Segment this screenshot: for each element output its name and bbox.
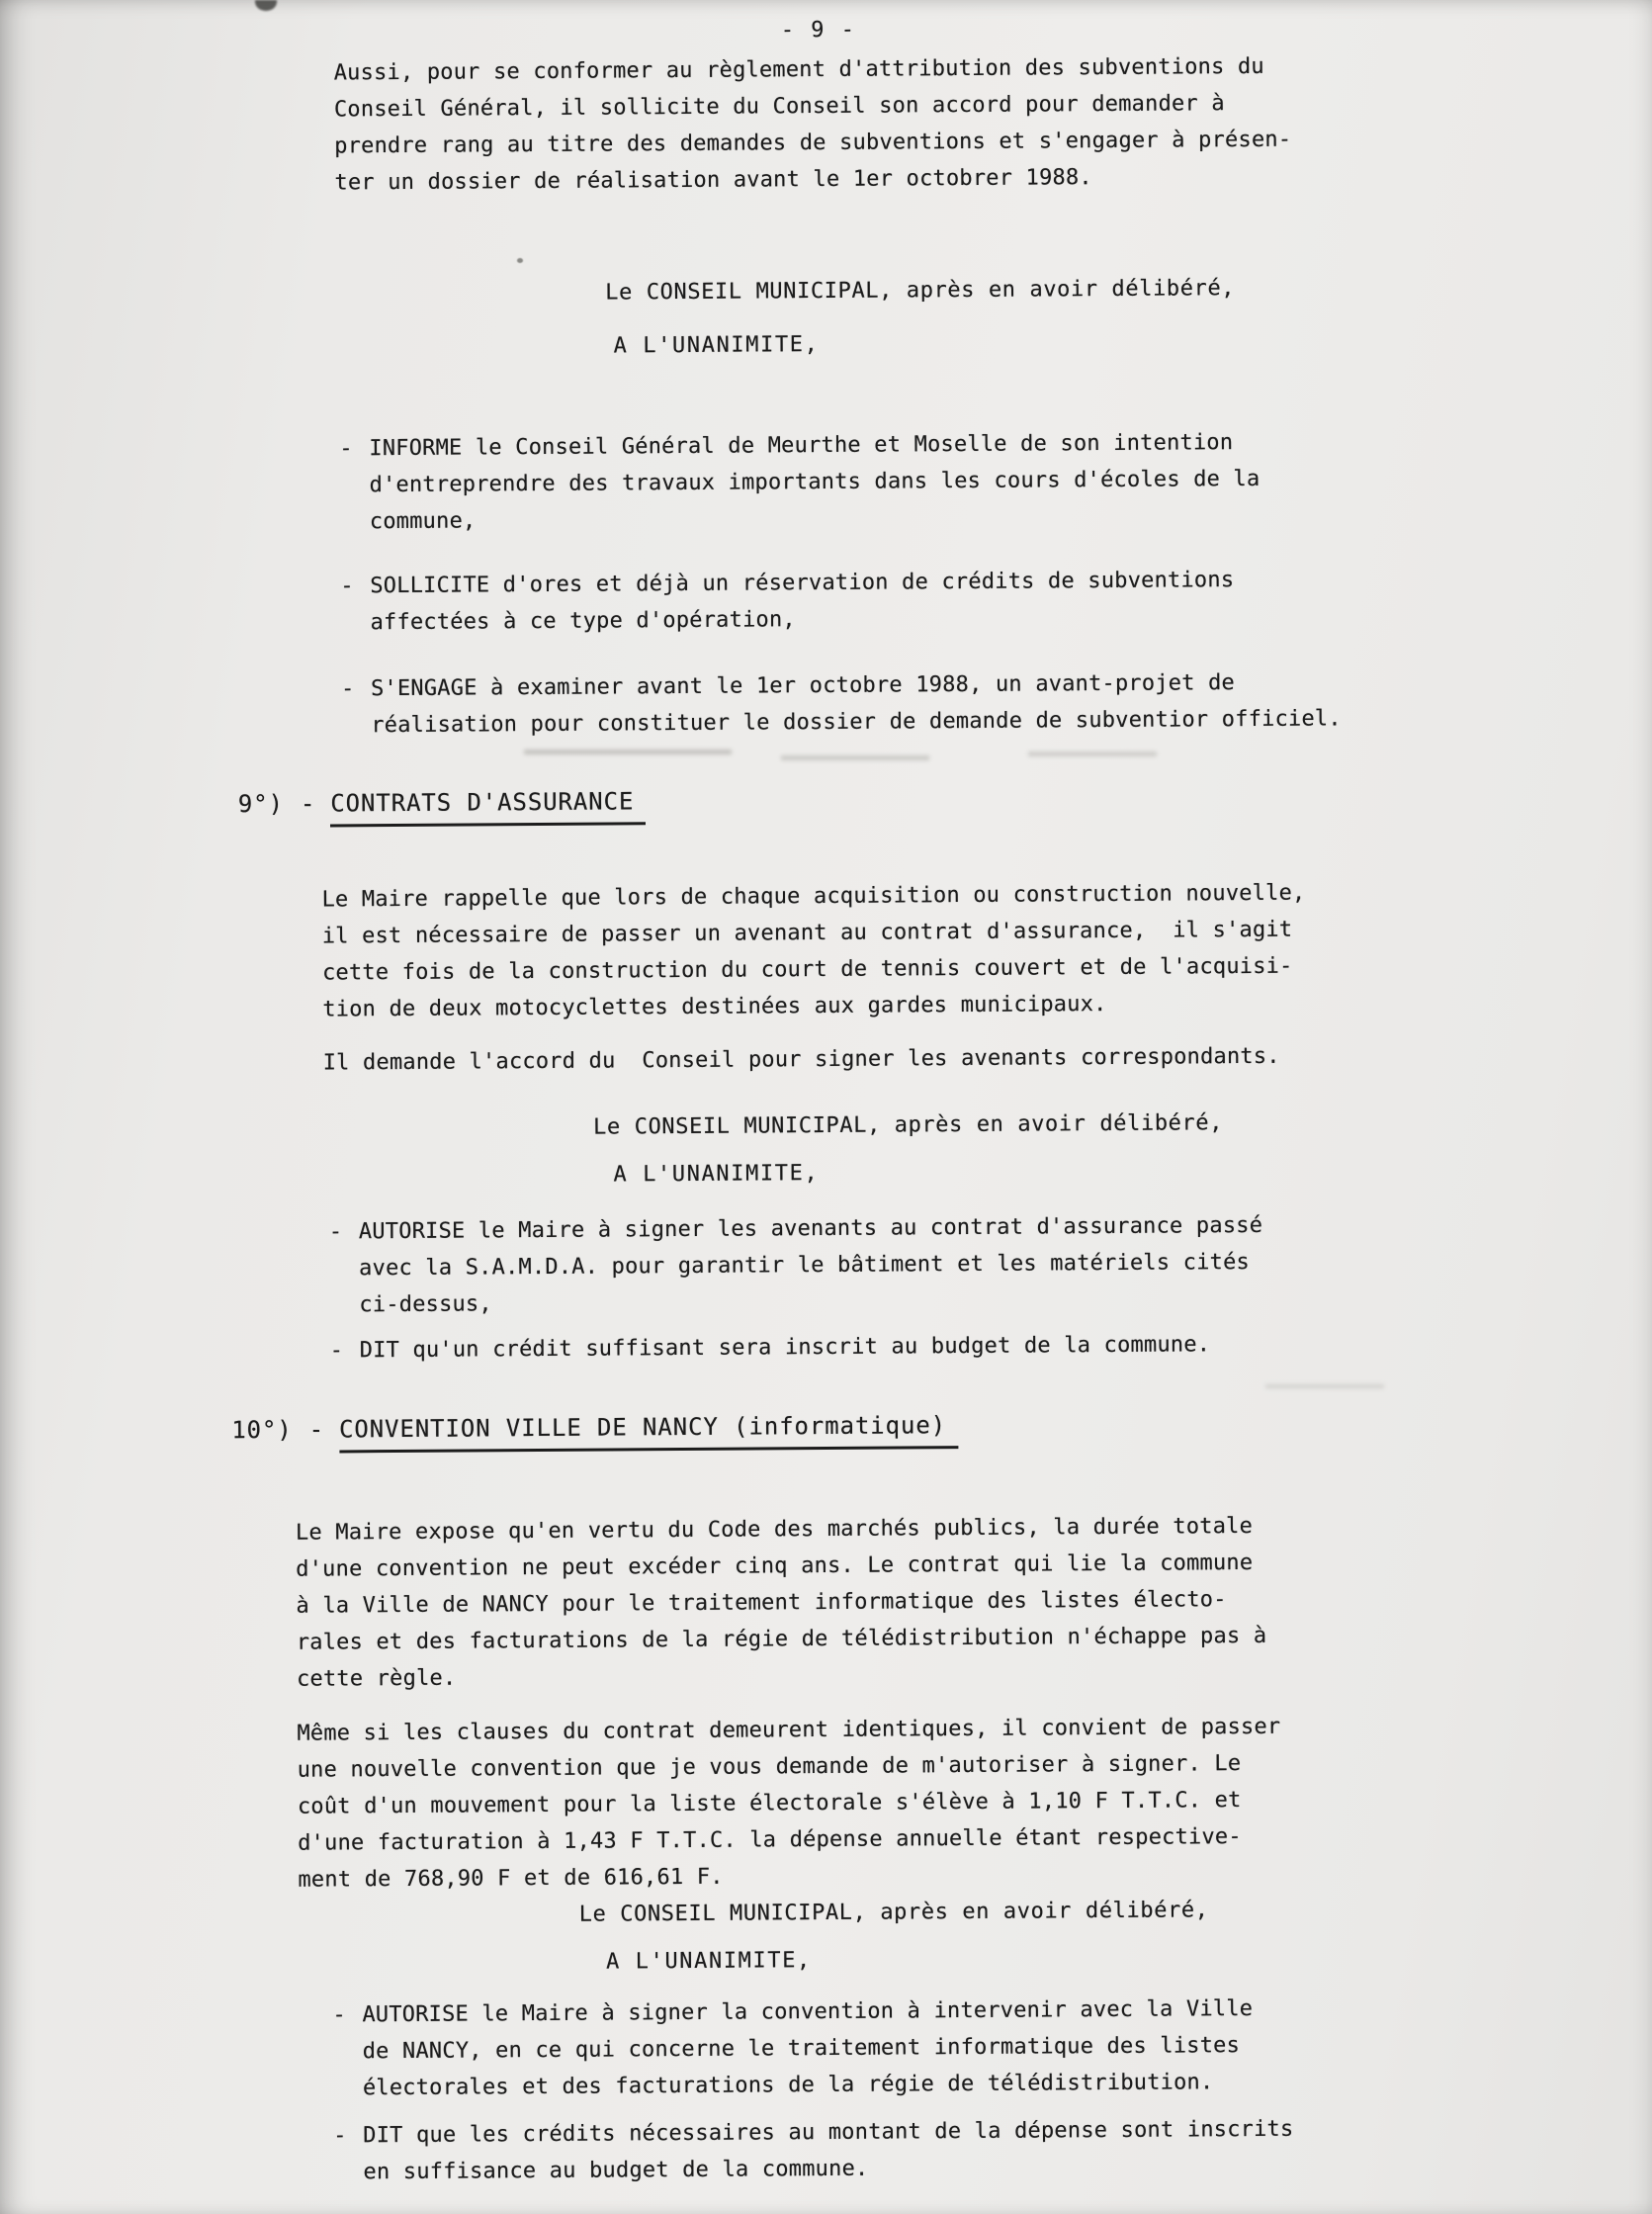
section-10-heading [231, 1410, 958, 1454]
dash-marker: - [333, 2123, 347, 2149]
section-number: 9°) [237, 789, 285, 819]
section-9-paragraph-2: Il demande l'accord du Conseil pour signer les avenants correspondants. [322, 1043, 1280, 1076]
motion-text: AUTORISE le Maire à signer les avenants au contrat d'assurance passé avec la S.A.M.D.A. pour garantir le bâtiment et les matériels cités ci-dessus, [358, 1212, 1263, 1318]
section-title: CONVENTION VILLE DE NANCY (informatique) [339, 1410, 958, 1453]
motion-text: DIT qu'un crédit suffisant sera inscrit au budget de la commune. [359, 1332, 1211, 1364]
motion-item-dit-9 [330, 1326, 1211, 1369]
section-number: 10°) [231, 1415, 293, 1445]
section-9-paragraph-1: Le Maire rappelle que lors de chaque acquisition ou construction nouvelle, il est nécessaire de passer un avenant au contrat d'assurance, il s'agit cette fois de la construction du court de tennis couvert et de l'acquisi- tion de deux motocyclettes destinées aux gardes municipaux. [321, 880, 1306, 1022]
motion-item-autorise-10 [332, 1991, 1254, 2106]
motion-item-sengage [341, 664, 1342, 744]
section-9-heading [238, 786, 647, 828]
dash-marker: - [328, 1219, 343, 1245]
dash-marker: - [329, 1338, 344, 1364]
dash-marker: - [339, 436, 353, 462]
page-number: - 9 - [780, 17, 857, 44]
section-10-paragraph-2: Même si les clauses du contrat demeurent identiques, il convient de passer une nouvelle convention que je vous demande de m'autoriser à signer. Le coût d'un mouvement pour la liste électorale s'élève à 1,10 F T.T.C. et d'une facturation à 1,43 F T.T.C. la dépense annuelle étant respective- ment de 768,90 F et de 616,61 F. [297, 1714, 1281, 1893]
section-10-paragraph-1: Le Maire expose qu'en vertu du Code des marchés publics, la durée totale d'une convention ne peut excéder cinq ans. Le contrat qui lie la commune à la Ville de NANCY pour le traitement informatique des listes électo- rales et des facturations de la régie de télédistribution n'échappe pas à cette règle. [295, 1513, 1267, 1692]
section-separator: - [308, 1415, 325, 1444]
council-line-3: Le CONSEIL MUNICIPAL, après en avoir délibéré, [578, 1898, 1209, 1927]
dash-marker: - [332, 2002, 346, 2028]
dash-marker: - [340, 574, 354, 599]
section-title: CONTRATS D'ASSURANCE [330, 786, 646, 827]
council-line-2: Le CONSEIL MUNICIPAL, après en avoir délibéré, [593, 1110, 1224, 1140]
motion-item-sollicite [340, 562, 1234, 641]
unanimity-line-3: A L'UNANIMITE, [605, 1948, 812, 1975]
section-separator: - [300, 789, 316, 818]
council-line-1: Le CONSEIL MUNICIPAL, après en avoir délibéré, [605, 276, 1236, 306]
motion-item-autorise-9 [329, 1207, 1263, 1324]
unanimity-line-2: A L'UNANIMITE, [613, 1161, 820, 1188]
intro-paragraph: Aussi, pour se conformer au règlement d'attribution des subventions du Conseil Général, il sollicite du Conseil son accord pour demander à prendre rang au titre des demandes de subventions et s'engager à présen- ter un dossier de réalisation avant le 1er octobrer 1988. [333, 53, 1292, 196]
motion-text: SOLLICITE d'ores et déjà un réservation de crédits de subventions affectées à ce type d'opération, [370, 568, 1235, 636]
motion-text: DIT que les crédits nécessaires au montant de la dépense sont inscrits en suffisance au budget de la commune. [363, 2116, 1294, 2185]
dash-marker: - [340, 676, 355, 702]
motion-text: S'ENGAGE à examiner avant le 1er octobre 1988, un avant-projet de réalisation pour constituer le dossier de demande de subventior officiel. [370, 670, 1342, 739]
motion-text: INFORME le Conseil Général de Meurthe et Moselle de son intention d'entreprendre des travaux importants dans les cours d'écoles de la commune, [369, 430, 1261, 535]
motion-item-dit-10 [333, 2111, 1294, 2191]
motion-text: AUTORISE le Maire à signer la convention à intervenir avec la Ville de NANCY, en ce qui concerne le traitement informatique des listes électorales et des facturations de la régie de télédistribution. [362, 1996, 1254, 2101]
motion-item-informe [339, 424, 1261, 540]
unanimity-line-1: A L'UNANIMITE, [613, 332, 820, 359]
